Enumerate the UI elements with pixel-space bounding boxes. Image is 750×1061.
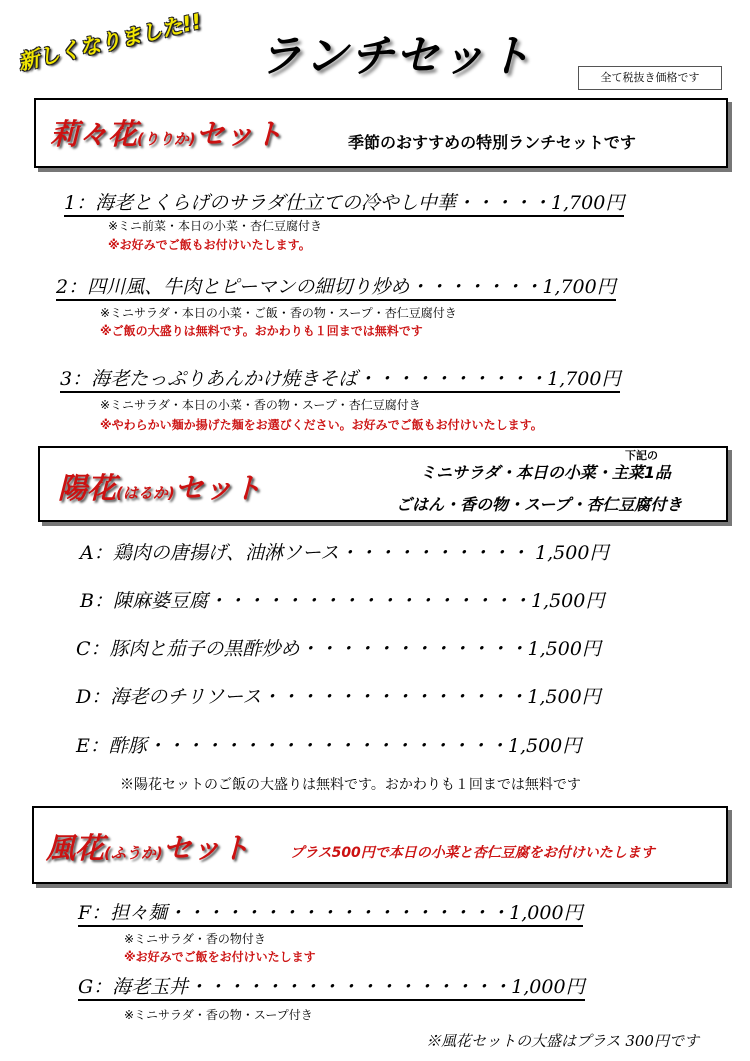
haruka-item-c: C：豚肉と茄子の黒酢炒め・・・・・・・・・・・・1,500円 — [76, 638, 601, 660]
fuuka-set-name: 風花(ふうか)セット — [46, 831, 250, 865]
ririka-item-2: 2：四川風、牛肉とピーマンの細切り炒め・・・・・・・1,700円 — [56, 272, 616, 301]
fuuka-item-f-note-red: ※お好みでご飯をお付けいたします — [124, 950, 316, 964]
new-badge: 新しくなりました!! — [15, 9, 204, 75]
tax-note: 全て税抜き価格です — [578, 66, 722, 90]
haruka-footnote: ※陽花セットのご飯の大盛りは無料です。おかわりも１回までは無料です — [120, 777, 581, 793]
haruka-desc-line2: ごはん・香の物・スープ・杏仁豆腐付き — [396, 495, 683, 514]
ririka-set-name: 莉々花(りりか)セット — [50, 117, 283, 151]
haruka-item-d: D：海老のチリソース・・・・・・・・・・・・・・1,500円 — [76, 686, 601, 708]
ririka-item-1-note-red: ※お好みでご飯もお付けいたします。 — [108, 238, 311, 252]
haruka-item-b: B：陳麻婆豆腐・・・・・・・・・・・・・・・・・1,500円 — [80, 590, 605, 612]
fuuka-item-g: G：海老玉丼・・・・・・・・・・・・・・・・・1,000円 — [78, 972, 585, 1001]
ririka-item-1: 1：海老とくらげのサラダ仕立ての冷やし中華・・・・・1,700円 — [64, 188, 624, 217]
ririka-item-2-note: ※ミニサラダ・本日の小菜・ご飯・香の物・スープ・杏仁豆腐付き — [100, 306, 457, 320]
fuuka-item-f: F：担々麺・・・・・・・・・・・・・・・・・・1,000円 — [78, 898, 583, 927]
fuuka-footnote: ※風花セットの大盛はプラス 300円です — [426, 1032, 699, 1050]
haruka-desc-small: 下記の — [625, 449, 658, 462]
ririka-item-2-note-red: ※ご飯の大盛りは無料です。おかわりも１回までは無料です — [100, 324, 423, 338]
ririka-item-3: 3：海老たっぷりあんかけ焼きそば・・・・・・・・・・1,700円 — [60, 364, 620, 393]
haruka-item-a: A：鶏肉の唐揚げ、油淋ソース・・・・・・・・・・ 1,500円 — [80, 542, 609, 564]
ririka-tagline: 季節のおすすめの特別ランチセットです — [348, 133, 636, 152]
haruka-desc-line1: ミニサラダ・本日の小菜・主菜1品 — [420, 463, 671, 482]
ririka-item-3-note-red: ※やわらかい麺か揚げた麺をお選びください。お好みでご飯もお付けいたします。 — [100, 418, 543, 432]
fuuka-item-g-note: ※ミニサラダ・香の物・スープ付き — [124, 1008, 313, 1022]
page-title: ランチセット — [258, 31, 534, 82]
ririka-item-3-note: ※ミニサラダ・本日の小菜・香の物・スープ・杏仁豆腐付き — [100, 398, 421, 412]
fuuka-item-f-note: ※ミニサラダ・香の物付き — [124, 932, 266, 946]
haruka-set-name: 陽花(はるか)セット — [58, 471, 262, 505]
fuuka-tagline: プラス500円で本日の小菜と杏仁豆腐をお付けいたします — [290, 845, 655, 861]
ririka-item-1-note: ※ミニ前菜・本日の小菜・杏仁豆腐付き — [108, 219, 323, 233]
haruka-item-e: E：酢豚・・・・・・・・・・・・・・・・・・・1,500円 — [76, 735, 582, 757]
